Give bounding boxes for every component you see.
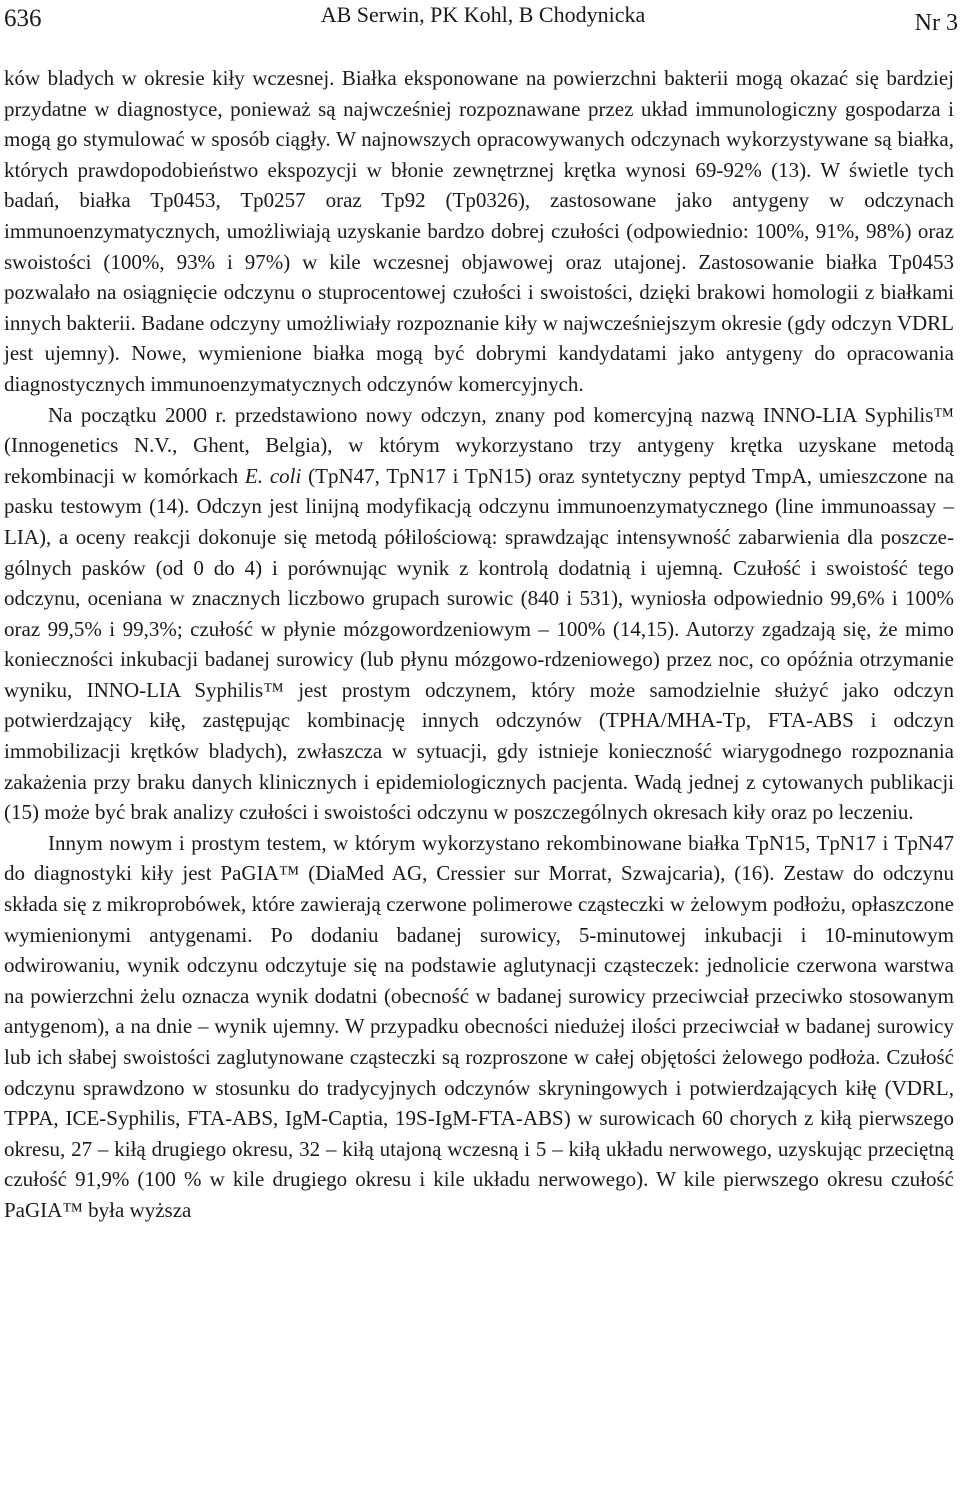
paragraph: ków bladych w okresie kiły wczesnej. Białka eksponowane na powierzchni bakterii mogą okazać się bardziej przydatne w diagnostyce, ponieważ są najwcześniej rozpoznawane przez układ immunologiczny gospodarza i mogą go stymulować w sposób ciągły. W najnowszych opracowywanych odczynach wykorzystywane są białka, których prawdopodobieństwo ekspozycji w błonie zewnętrznej krętka wynosi 69-92% (13). W świetle tych badań, białka Tp0453, Tp0257 oraz Tp92 (Tp0326), zastosowane jako antygeny w odczynach immunoenzymatycznych, umożliwiają uzyskanie bardzo dobrej czułości (odpowiednio: 100%, 91%, 98%) oraz swoistości (100%, 93% i 97%) w kile wczesnej objawowej oraz utajonej. Zastosowanie białka Tp0453 pozwalało na osiągnięcie odczynu o stuprocentowej czułości i swoistości, dzięki brakowi homologii z białkami innych bakterii. Badane odczyny umożliwiały rozpoznanie kiły w najwcześniejszym okresie (gdy odczyn VDRL jest ujemny). Nowe, wymienione białka mogą być dobrymi kandydatami jako antygeny do opracowania diagnostycznych immunoenzymatycznych odczynów komercyjnych.	[4, 66, 954, 396]
running-header	[0, 0, 960, 44]
article-body	[4, 63, 954, 1226]
issue-number: Nr 3	[914, 10, 958, 36]
paragraph-text: (TpN47, TpN17 i TpN15) oraz syntetyczny peptyd TmpA, umieszczone na pasku testowym (14). Odczyn jest linijną modyfikacją odczynu immunoenzymatycznego (line immunoassay – LIA), a oceny reakcji dokonuje się metodą półilościową: sprawdzając intensywność zabarwienia dla poszczególnych pasków (od 0 do 4) i porównując wynik z kontrolą dodatnią i ujemną. Czułość i swoistość tego odczynu, oceniana w znacznych liczbowo grupach surowic (840 i 531), wyniosła odpowiednio 99,6% i 100% oraz 99,5% i 99,3%; czułość w płynie mózgowordzeniowym – 100% (14,15). Autorzy zgadzają się, że mimo konieczności inkubacji badanej surowicy (lub płynu mózgowo-rdzeniowego) przez noc, co opóźnia otrzymanie wyniku, INNO-LIA Syphilis™ jest prostym odczynem, który może samodzielnie służyć jako odczyn potwierdzający kiłę, zastępując kombinację innych odczynów (TPHA/MHA-Tp, FTA-ABS i odczyn immobilizacji krętków bladych), zwłaszcza w sytuacji, gdy istnieje konieczność wiarygodnego rozpoznania zakażenia przy braku danych klinicznych i epidemiologicznych pacjenta. Wadą jednej z cytowanych publikacji (15) może być brak analizy czułości i swoistości odczynu w poszczególnych okresach kiły oraz po leczeniu.	[4, 463, 954, 825]
running-header-authors: AB Serwin, PK Kohl, B Chodynicka	[320, 2, 646, 27]
page-number: 636	[4, 5, 42, 32]
italic-species-name: E. coli	[244, 463, 302, 488]
paragraph: Innym nowym i prostym testem, w którym wykorzystano rekombinowane białka TpN15, TpN17 i TpN47 do diagnostyki kiły jest PaGIA™ (DiaMed AG, Cressier sur Morrat, Szwajcaria), (16). Zestaw do odczynu składa się z mikroprobówek, które zawierają czerwone polimerowe cząsteczki w żelowym podłożu, opłaszczone wymienionymi antygenami. Po dodaniu badanej surowicy, 5-minutowej inkubacji i 10-minutowym odwirowaniu, wynik odczynu odczytuje się na podstawie aglutynacji cząsteczek: jednolicie czerwona warstwa na powierzchni żelu oznacza wynik dodatni (obecność w badanej surowicy przeciwciał przeciwko stosowanym antygenom), a na dnie – wynik ujemny. W przypadku obecności niedużej ilości przeciwciał w badanej surowicy lub ich słabej swoistości zaglutynowane cząsteczki są rozproszone w całej objętości żelowego podłoża. Czułość odczynu sprawdzono w stosunku do tradycyjnych odczynów skryningowych i potwierdzających kiłę (VDRL, TPPA, ICE-Syphilis, FTA-ABS, IgM-Captia, 19S-IgM-FTA-ABS) w surowicach 60 chorych z kiłą pierwszego okresu, 27 – kiłą drugiego okresu, 32 – kiłą utajoną wczesną i 5 – kiłą układu nerwowego, uzyskując przeciętną czułość 91,9% (100 % w kile drugiego okresu i kile układu nerwowego). W kile pierwszego okresu czułość PaGIA™ była wyższa	[4, 830, 954, 1222]
paragraph-text: Na początku 2000 r. przedstawiono nowy odczyn, znany pod komercyjną nazwą INNO-LIA Syphilis™ (Innogenetics N.V., Ghent, Belgia), w którym wykorzystano trzy antygeny krętka uzyskane metodą rekombinacji w komórkach	[4, 402, 954, 488]
paragraph	[4, 400, 954, 828]
